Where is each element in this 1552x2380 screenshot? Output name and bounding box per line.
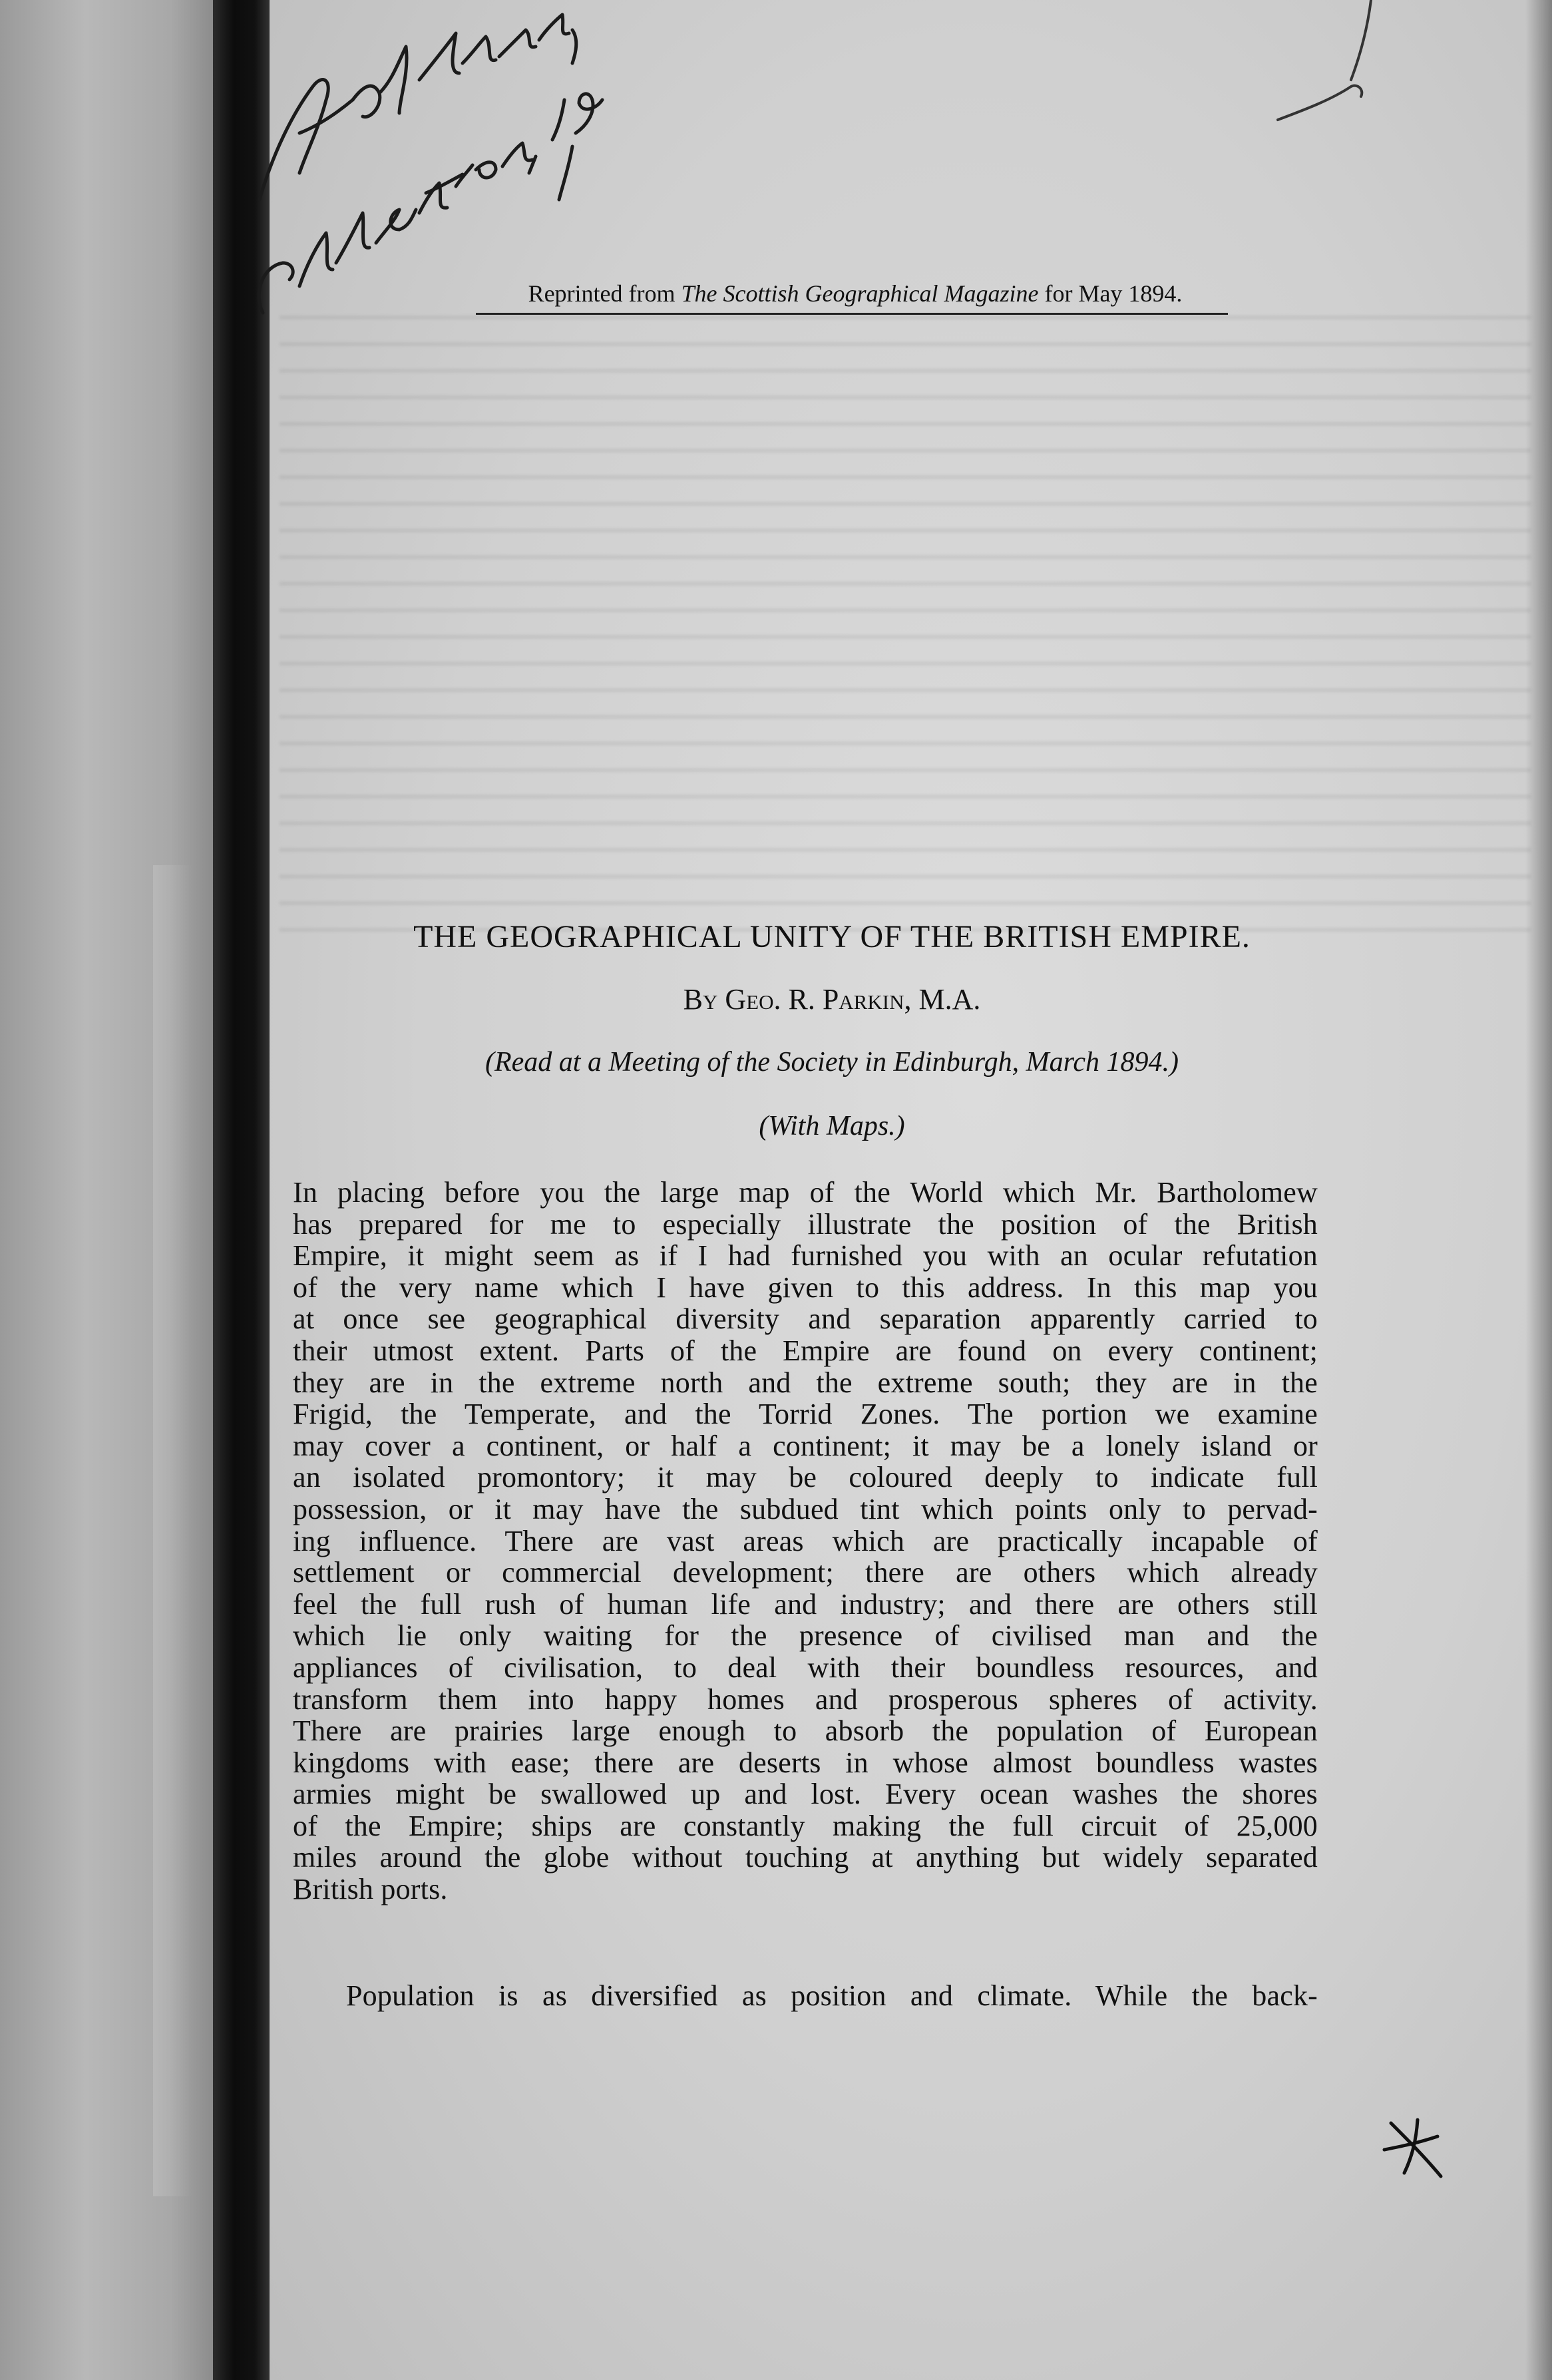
- text-line: has prepared for me to especially illustrate the position of the British: [293, 1207, 1318, 1241]
- binding-strip: [213, 0, 273, 2380]
- text-line: possession, or it may have the subdued tint which points only to pervad-: [293, 1492, 1318, 1525]
- reprint-prefix: Reprinted from: [528, 280, 681, 307]
- article-byline: By Geo. R. Parkin, M.A.: [683, 983, 981, 1016]
- text-line: British ports.: [293, 1873, 448, 1906]
- text-line: feel the full rush of human life and industry; and there are others still: [293, 1587, 1318, 1621]
- page-edge-shadow: [1525, 0, 1552, 2380]
- text-line: their utmost extent. Parts of the Empire are found on every continent;: [293, 1334, 1318, 1367]
- text-line: at once see geographical diversity and separation apparently carried to: [293, 1302, 1318, 1336]
- text-line: may cover a continent, or half a continent; it may be a lonely island or: [293, 1429, 1318, 1462]
- text-line: There are prairies large enough to absorb the population of European: [293, 1714, 1318, 1748]
- backing-sheet: [0, 0, 213, 2380]
- pencil-cross-mark: [1378, 2110, 1451, 2183]
- paragraph-1: [293, 1177, 1318, 1905]
- text-line: ing influence. There are vast areas which are practically incapable of: [293, 1524, 1318, 1557]
- magazine-name: The Scottish Geographical Magazine: [681, 280, 1039, 307]
- bleed-through-texture: [280, 293, 1531, 945]
- reprint-notice: [479, 280, 1231, 307]
- text-line: kingdoms with ease; there are deserts in whose almost boundless wastes: [293, 1746, 1318, 1779]
- reprint-rule: [476, 313, 1228, 315]
- text-line: which lie only waiting for the presence of civilised man and the: [293, 1619, 1318, 1653]
- with-maps-note: (With Maps.): [759, 1111, 905, 1141]
- reading-note: (Read at a Meeting of the Society in Edinburgh, March 1894.): [485, 1047, 1179, 1078]
- text-line: Empire, it might seem as if I had furnished you with an ocular refutation: [293, 1239, 1318, 1273]
- text-line: In placing before you the large map of the World which Mr. Bartholomew: [293, 1176, 1318, 1209]
- text-line: an isolated promontory; it may be coloured deeply to indicate full: [293, 1461, 1318, 1494]
- text-line: they are in the extreme north and the extreme south; they are in the: [293, 1366, 1318, 1399]
- text-line: armies might be swallowed up and lost. Every ocean washes the shores: [293, 1778, 1318, 1811]
- text-line: of the Empire; ships are constantly making the full circuit of 25,000: [293, 1809, 1318, 1842]
- text-line: settlement or commercial development; there are others which already: [293, 1556, 1318, 1589]
- corner-pencil-mark: [1251, 0, 1424, 146]
- paragraph-2: [293, 1980, 1318, 2012]
- article-title: THE GEOGRAPHICAL UNITY OF THE BRITISH EMPIRE.: [413, 919, 1251, 954]
- text-line: appliances of civilisation, to deal with their boundless resources, and: [293, 1651, 1318, 1684]
- text-line: transform them into happy homes and prosperous spheres of activity.: [293, 1683, 1318, 1716]
- text-line: of the very name which I have given to this address. In this map you: [293, 1271, 1318, 1304]
- text-line: Population is as diversified as position and climate. While the back-: [346, 1979, 1318, 2012]
- reprint-suffix: for May 1894.: [1038, 280, 1183, 307]
- text-line: Frigid, the Temperate, and the Torrid Zones. The portion we examine: [293, 1398, 1318, 1431]
- text-line: miles around the globe without touching at anything but widely separated: [293, 1841, 1318, 1874]
